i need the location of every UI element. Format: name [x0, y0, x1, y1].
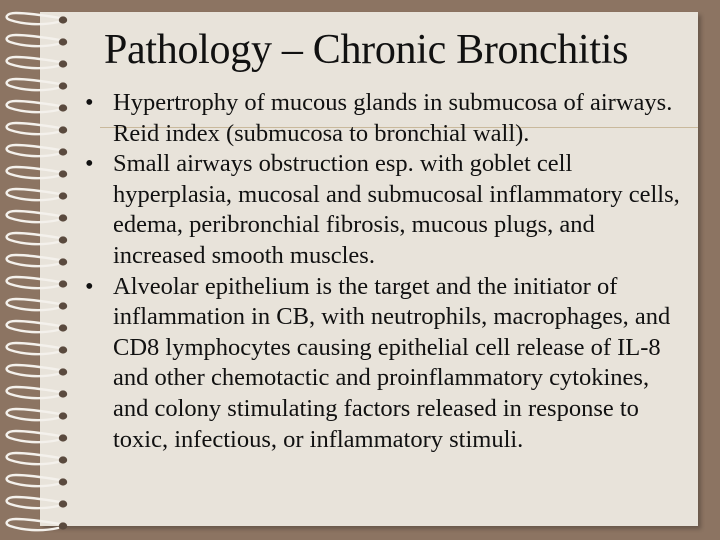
bullet-icon: •	[85, 150, 94, 178]
bullet-text: Hypertrophy of mucous glands in submucosa of airways. Reid index (submucosa to bronchial wall).	[113, 89, 673, 147]
bullet-icon: •	[85, 89, 94, 116]
bullet-list	[85, 88, 685, 455]
spiral-binding-icon	[0, 0, 80, 540]
bullet-item-glands	[85, 88, 685, 149]
bullet-item-small-airways	[85, 149, 685, 271]
bullet-item-alveolar	[85, 272, 685, 456]
slide-title: Pathology – Chronic Bronchitis	[104, 27, 629, 73]
bullet-text: Small airways obstruction esp. with goblet cell hyperplasia, mucosal and submucosal inflammatory cells, edema, peribronchial fibrosis, mucous plugs, and increased smooth muscles.	[113, 150, 680, 269]
bullet-icon: •	[85, 272, 94, 300]
bullet-text: Alveolar epithelium is the target and the initiator of inflammation in CB, with neutrophils, macrophages, and CD8 lymphocytes causing epithelial cell release of IL-8 and other chemotactic and proinflammatory cytokines, and colony stimulating factors released in response to toxic, infectious, or inflammatory stimuli.	[113, 272, 671, 453]
